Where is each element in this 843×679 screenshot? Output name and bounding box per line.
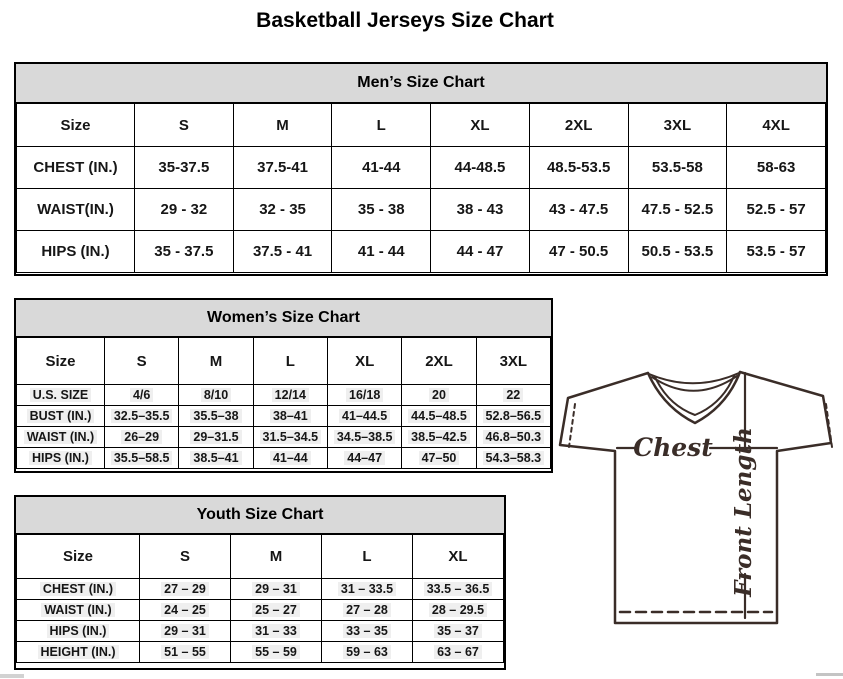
measurement-row: [17, 189, 826, 231]
size-value-cell: 31 – 33: [231, 621, 322, 642]
size-value-cell: 44.5–48.5: [402, 406, 476, 427]
size-column-header: L: [332, 104, 431, 147]
womens-size-chart-title: Women’s Size Chart: [16, 300, 551, 337]
measurement-row-label: CHEST (IN.): [17, 147, 135, 189]
measurement-row-label: WAIST(IN.): [17, 189, 135, 231]
size-value-cell: 31.5–34.5: [253, 427, 327, 448]
size-value-cell: 47.5 - 52.5: [628, 189, 727, 231]
size-value-cell: 33.5 – 36.5: [413, 579, 504, 600]
size-value-cell: 50.5 - 53.5: [628, 231, 727, 273]
youth-size-chart-title: Youth Size Chart: [16, 497, 504, 534]
size-value-cell: 8/10: [179, 385, 253, 406]
youth-size-table: [16, 534, 504, 663]
womens-size-chart: [14, 298, 553, 473]
size-value-cell: 41–44: [253, 448, 327, 469]
size-value-cell: 29 – 31: [231, 579, 322, 600]
size-value-cell: 29–31.5: [179, 427, 253, 448]
size-column-header: 3XL: [476, 338, 550, 385]
size-value-cell: 34.5–38.5: [327, 427, 401, 448]
youth-size-chart: [14, 495, 506, 670]
size-value-cell: 35 - 38: [332, 189, 431, 231]
size-value-cell: 28 – 29.5: [413, 600, 504, 621]
measurement-row: [17, 621, 504, 642]
size-value-cell: 37.5-41: [233, 147, 332, 189]
size-value-cell: 41–44.5: [327, 406, 401, 427]
chest-measure-label: Chest: [633, 433, 713, 462]
size-value-cell: 29 - 32: [135, 189, 234, 231]
measurement-row: [17, 642, 504, 663]
size-value-cell: 44 - 47: [431, 231, 530, 273]
size-value-cell: 55 – 59: [231, 642, 322, 663]
measurement-row-label: WAIST (IN.): [17, 427, 105, 448]
size-corner-header: Size: [17, 104, 135, 147]
size-column-header: XL: [431, 104, 530, 147]
measurement-row-label: CHEST (IN.): [17, 579, 140, 600]
size-column-header: S: [135, 104, 234, 147]
measurement-row-label: HEIGHT (IN.): [17, 642, 140, 663]
size-header-row: [17, 535, 504, 579]
size-column-header: 2XL: [402, 338, 476, 385]
size-value-cell: 41-44: [332, 147, 431, 189]
size-value-cell: 58-63: [727, 147, 826, 189]
size-value-cell: 31 – 33.5: [322, 579, 413, 600]
size-value-cell: 38.5–41: [179, 448, 253, 469]
size-column-header: 3XL: [628, 104, 727, 147]
size-value-cell: 47 - 50.5: [529, 231, 628, 273]
measurement-row-label: HIPS (IN.): [17, 448, 105, 469]
size-column-header: XL: [327, 338, 401, 385]
jersey-outline: [560, 372, 831, 623]
size-value-cell: 53.5-58: [628, 147, 727, 189]
size-value-cell: 35-37.5: [135, 147, 234, 189]
size-value-cell: 35.5–58.5: [105, 448, 179, 469]
size-value-cell: 27 – 29: [140, 579, 231, 600]
left-cuff-dashed-line: [569, 404, 575, 447]
size-column-header: S: [105, 338, 179, 385]
size-value-cell: 41 - 44: [332, 231, 431, 273]
size-value-cell: 26–29: [105, 427, 179, 448]
womens-size-table: [16, 337, 551, 469]
measurement-row-label: U.S. SIZE: [17, 385, 105, 406]
size-value-cell: 52.5 - 57: [727, 189, 826, 231]
size-value-cell: 59 – 63: [322, 642, 413, 663]
size-column-header: L: [322, 535, 413, 579]
size-corner-header: Size: [17, 535, 140, 579]
size-value-cell: 22: [476, 385, 550, 406]
size-value-cell: 20: [402, 385, 476, 406]
mens-size-table: [16, 103, 826, 273]
size-value-cell: 54.3–58.3: [476, 448, 550, 469]
horizontal-scrollbar-thumb-left[interactable]: [0, 674, 24, 678]
size-value-cell: 35 - 37.5: [135, 231, 234, 273]
measurement-row: [17, 231, 826, 273]
size-column-header: M: [233, 104, 332, 147]
measurement-row-label: BUST (IN.): [17, 406, 105, 427]
size-value-cell: 29 – 31: [140, 621, 231, 642]
size-column-header: M: [231, 535, 322, 579]
size-value-cell: 44–47: [327, 448, 401, 469]
size-header-row: [17, 104, 826, 147]
page-title: Basketball Jerseys Size Chart: [256, 9, 554, 32]
size-value-cell: 47–50: [402, 448, 476, 469]
vneck-inner-line: [655, 376, 734, 415]
size-column-header: S: [140, 535, 231, 579]
size-value-cell: 4/6: [105, 385, 179, 406]
size-column-header: XL: [413, 535, 504, 579]
size-value-cell: 16/18: [327, 385, 401, 406]
size-value-cell: 48.5-53.5: [529, 147, 628, 189]
size-value-cell: 33 – 35: [322, 621, 413, 642]
size-value-cell: 52.8–56.5: [476, 406, 550, 427]
size-corner-header: Size: [17, 338, 105, 385]
mens-size-chart: [14, 62, 828, 276]
size-value-cell: 25 – 27: [231, 600, 322, 621]
size-column-header: 2XL: [529, 104, 628, 147]
measurement-row-label: HIPS (IN.): [17, 621, 140, 642]
size-value-cell: 35.5–38: [179, 406, 253, 427]
size-value-cell: 38 - 43: [431, 189, 530, 231]
measurement-row: [17, 600, 504, 621]
mens-size-chart-title: Men’s Size Chart: [16, 64, 826, 103]
jersey-measurement-diagram: [556, 360, 843, 628]
measurement-row: [17, 406, 551, 427]
size-value-cell: 38–41: [253, 406, 327, 427]
measurement-row: [17, 147, 826, 189]
size-value-cell: 46.8–50.3: [476, 427, 550, 448]
size-value-cell: 53.5 - 57: [727, 231, 826, 273]
measurement-row-label: HIPS (IN.): [17, 231, 135, 273]
measurement-row: [17, 579, 504, 600]
front-length-measure-label: Front Length: [730, 427, 757, 597]
size-value-cell: 43 - 47.5: [529, 189, 628, 231]
measurement-row: [17, 448, 551, 469]
size-value-cell: 51 – 55: [140, 642, 231, 663]
size-column-header: 4XL: [727, 104, 826, 147]
size-header-row: [17, 338, 551, 385]
horizontal-scrollbar-thumb-right[interactable]: [816, 673, 843, 676]
measurement-row: [17, 427, 551, 448]
size-value-cell: 44-48.5: [431, 147, 530, 189]
measurement-row: [17, 385, 551, 406]
size-value-cell: 24 – 25: [140, 600, 231, 621]
size-column-header: M: [179, 338, 253, 385]
size-column-header: L: [253, 338, 327, 385]
size-value-cell: 32.5–35.5: [105, 406, 179, 427]
size-value-cell: 27 – 28: [322, 600, 413, 621]
size-value-cell: 12/14: [253, 385, 327, 406]
size-value-cell: 35 – 37: [413, 621, 504, 642]
size-value-cell: 32 - 35: [233, 189, 332, 231]
size-value-cell: 38.5–42.5: [402, 427, 476, 448]
measurement-row-label: WAIST (IN.): [17, 600, 140, 621]
size-value-cell: 63 – 67: [413, 642, 504, 663]
size-value-cell: 37.5 - 41: [233, 231, 332, 273]
jersey-diagram-svg: [556, 360, 843, 628]
